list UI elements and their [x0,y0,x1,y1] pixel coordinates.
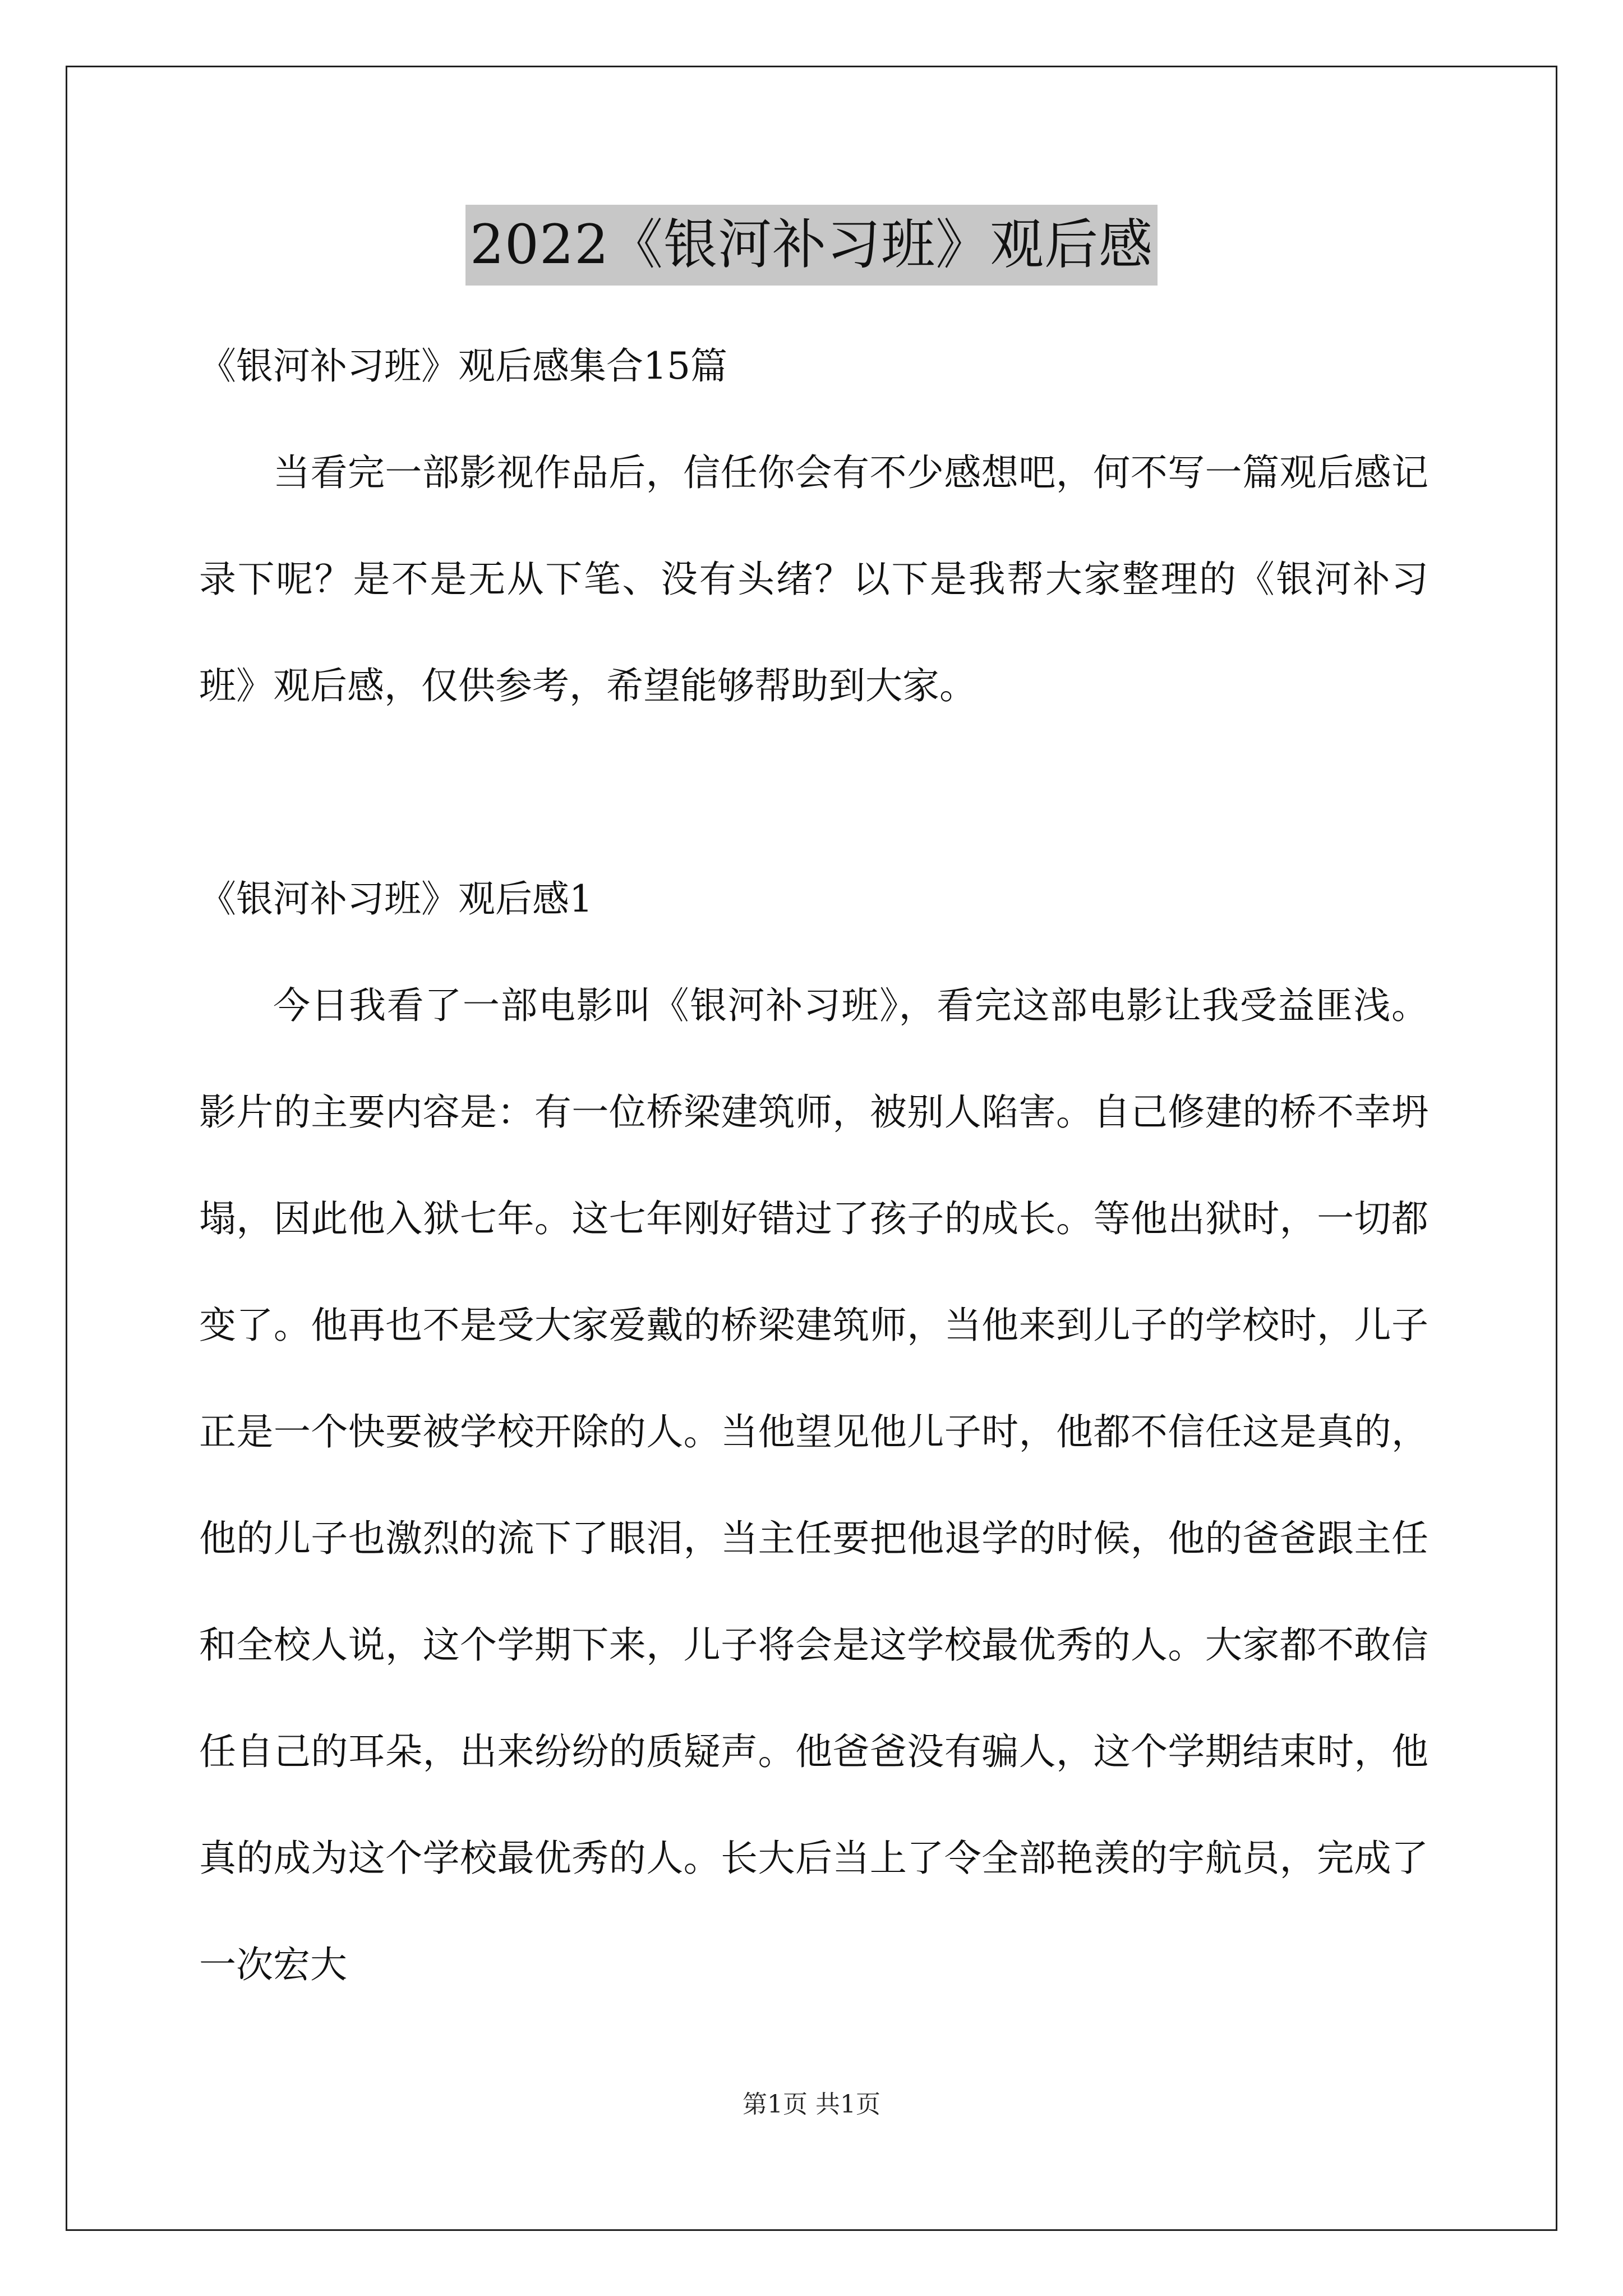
section-gap [199,739,1428,846]
page-footer: 第1页 共1页 [743,2090,880,2119]
intro-paragraph: 当看完一部影视作品后，信任你会有不少感想吧，何不写一篇观后感记录下呢？是不是无从下笔、没有头绪？以下是我帮大家整理的《银河补习班》观后感，仅供参考，希望能够帮助到大家。 [199,451,1428,707]
document-body [199,313,1428,2018]
subtitle: 《银河补习班》观后感集合15篇 [199,344,727,388]
document-title: 2022《银河补习班》观后感 [465,205,1158,286]
title-container [0,205,1623,286]
section-heading: 《银河补习班》观后感1 [199,877,593,921]
section-paragraph: 今日我看了一部电影叫《银河补习班》，看完这部电影让我受益匪浅。影片的主要内容是：有一位桥梁建筑师，被别人陷害。自己修建的桥不幸坍塌，因此他入狱七年。这七年刚好错过了孩子的成长。等他出狱时，一切都变了。他再也不是受大家爱戴的桥梁建筑师，当他来到儿子的学校时，儿子正是一个快要被学校开除的人。当他望见他儿子时，他都不信任这是真的，他的儿子也激烈的流下了眼泪，当主任要把他退学的时候，他的爸爸跟主任和全校人说，这个学期下来，儿子将会是这学校最优秀的人。大家都不敢信任自己的耳朵，出来纷纷的质疑声。他爸爸没有骗人，这个学期结束时，他真的成为这个学校最优秀的人。长大后当上了令全部艳羡的宇航员，完成了一次宏大 [199,984,1428,1986]
